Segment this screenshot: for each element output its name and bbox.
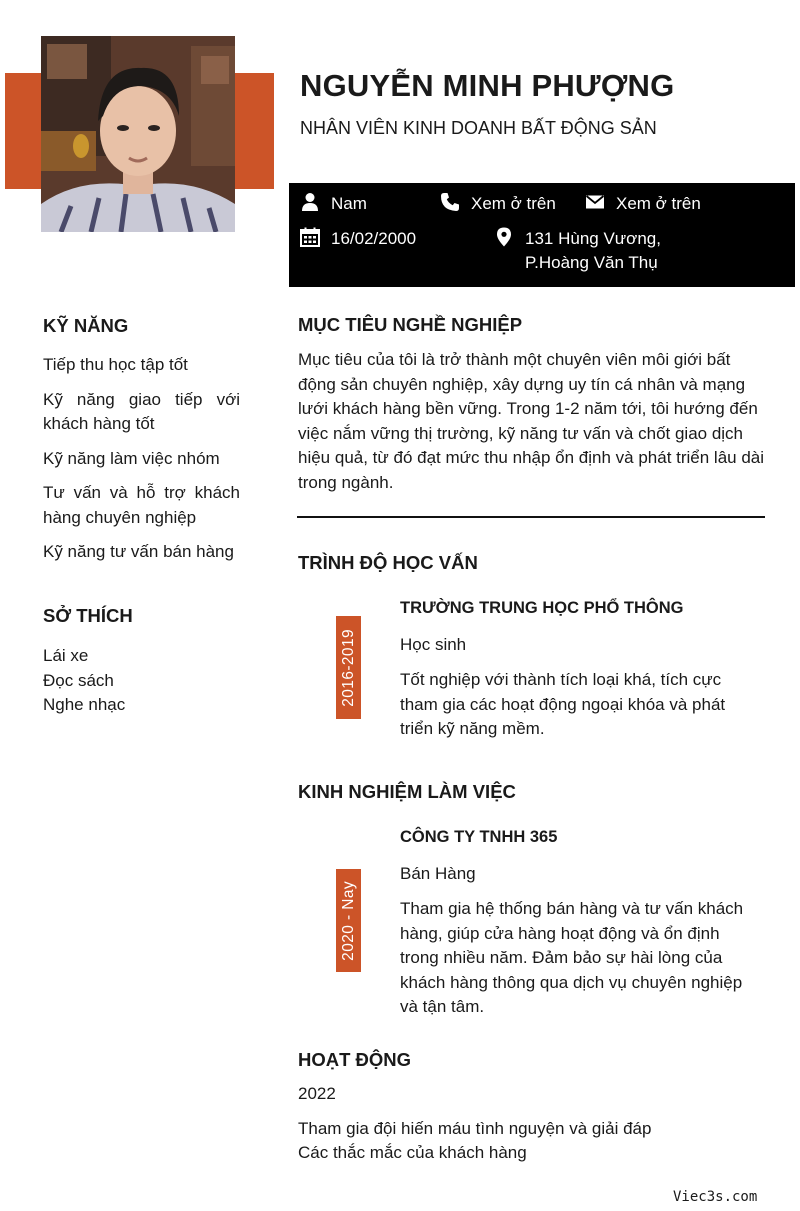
activities-year: 2022: [298, 1084, 336, 1103]
education-period: 2016-2019: [339, 628, 357, 707]
experience-period-tag: [336, 869, 361, 972]
accent-block-left: [5, 73, 43, 189]
candidate-name: NGUYỄN MINH PHƯỢNG: [300, 68, 675, 103]
education-period-tag: [336, 616, 361, 719]
contact-email[interactable]: [585, 192, 701, 216]
gender-value: Nam: [331, 194, 367, 213]
contact-phone[interactable]: [440, 192, 556, 216]
contact-birthdate: [300, 227, 416, 251]
education-description: Tốt nghiệp với thành tích loại khá, tích cực tham gia các hoạt động ngoại khóa và phát triển kỹ năng mềm.: [400, 670, 726, 738]
experience-heading: KINH NGHIỆM LÀM VIỆC: [298, 781, 516, 802]
calendar-icon: [300, 227, 320, 247]
contact-address: [494, 227, 661, 275]
mail-icon: [585, 192, 605, 212]
experience-description: Tham gia hệ thống bán hàng và tư vấn khách hàng, giúp cửa hàng hoạt động và ổn định trong nhiều năm. Đảm bảo sự hài lòng của khách hàng thông qua dịch vụ chuyên nghiệp và tận tâm.: [400, 899, 744, 1016]
experience-period: 2020 - Nay: [339, 880, 357, 961]
address-value: [525, 227, 661, 275]
footer-watermark: Viec3s.com: [673, 1189, 758, 1205]
education-school: TRƯỜNG TRUNG HỌC PHỔ THÔNG: [400, 599, 684, 617]
contact-gender: [300, 192, 367, 216]
person-icon: [300, 192, 320, 212]
activities-line-2: Các thắc mắc của khách hàng: [298, 1143, 527, 1162]
email-value: Xem ở trên: [616, 194, 701, 213]
skills-list: [43, 353, 240, 575]
address-line-1: 131 Hùng Vương,: [525, 229, 661, 248]
phone-icon: [440, 192, 460, 212]
hobbies-heading: SỞ THÍCH: [43, 605, 133, 626]
skill-item: Kỹ năng tư vấn bán hàng: [43, 542, 234, 561]
contact-bar: [289, 183, 795, 287]
activities-heading: HOẠT ĐỘNG: [298, 1049, 412, 1070]
location-pin-icon: [494, 227, 514, 247]
birthdate-value: 16/02/2000: [331, 229, 417, 248]
skill-item: Kỹ năng giao tiếp với khách hàng tốt: [43, 389, 240, 433]
education-role: Học sinh: [400, 635, 467, 654]
skill-item: Tiếp thu học tập tốt: [43, 355, 188, 374]
job-title: NHÂN VIÊN KINH DOANH BẤT ĐỘNG SẢN: [300, 118, 657, 138]
hobby-item: Lái xe: [43, 646, 89, 665]
hobbies-list: [43, 644, 125, 718]
address-line-2: P.Hoàng Văn Thụ: [525, 253, 658, 272]
activities-line-1: Tham gia đội hiến máu tình nguyện và giải đáp: [298, 1119, 652, 1138]
accent-block-right: [233, 73, 274, 189]
hobby-item: Nghe nhạc: [43, 695, 126, 714]
section-divider: [297, 516, 765, 518]
experience-company: CÔNG TY TNHH 365: [400, 828, 558, 846]
education-heading: TRÌNH ĐỘ HỌC VẤN: [298, 552, 478, 573]
phone-value: Xem ở trên: [471, 194, 556, 213]
objective-text: Mục tiêu của tôi là trở thành một chuyên viên môi giới bất động sản chuyên nghiệp, xây dựng uy tín cá nhân và mạng lưới khách hàng bền vững. Trong 1-2 năm tới, tôi hướng đến việc nắm vững thị trường, kỹ năng tư vấn và chốt giao dịch hiệu quả, từ đó đạt mức thu nhập ổn định và phát triển lâu dài trong ngành.: [298, 350, 765, 492]
skill-item: Kỹ năng làm việc nhóm: [43, 448, 220, 468]
hobby-item: Đọc sách: [43, 670, 114, 690]
objective-heading: MỤC TIÊU NGHỀ NGHIỆP: [298, 314, 523, 335]
skill-item: Tư vấn và hỗ trợ khách hàng chuyên nghiệp: [43, 483, 240, 527]
profile-photo: [41, 36, 235, 232]
skills-heading: KỸ NĂNG: [43, 315, 129, 336]
experience-role: Bán Hàng: [400, 864, 476, 883]
